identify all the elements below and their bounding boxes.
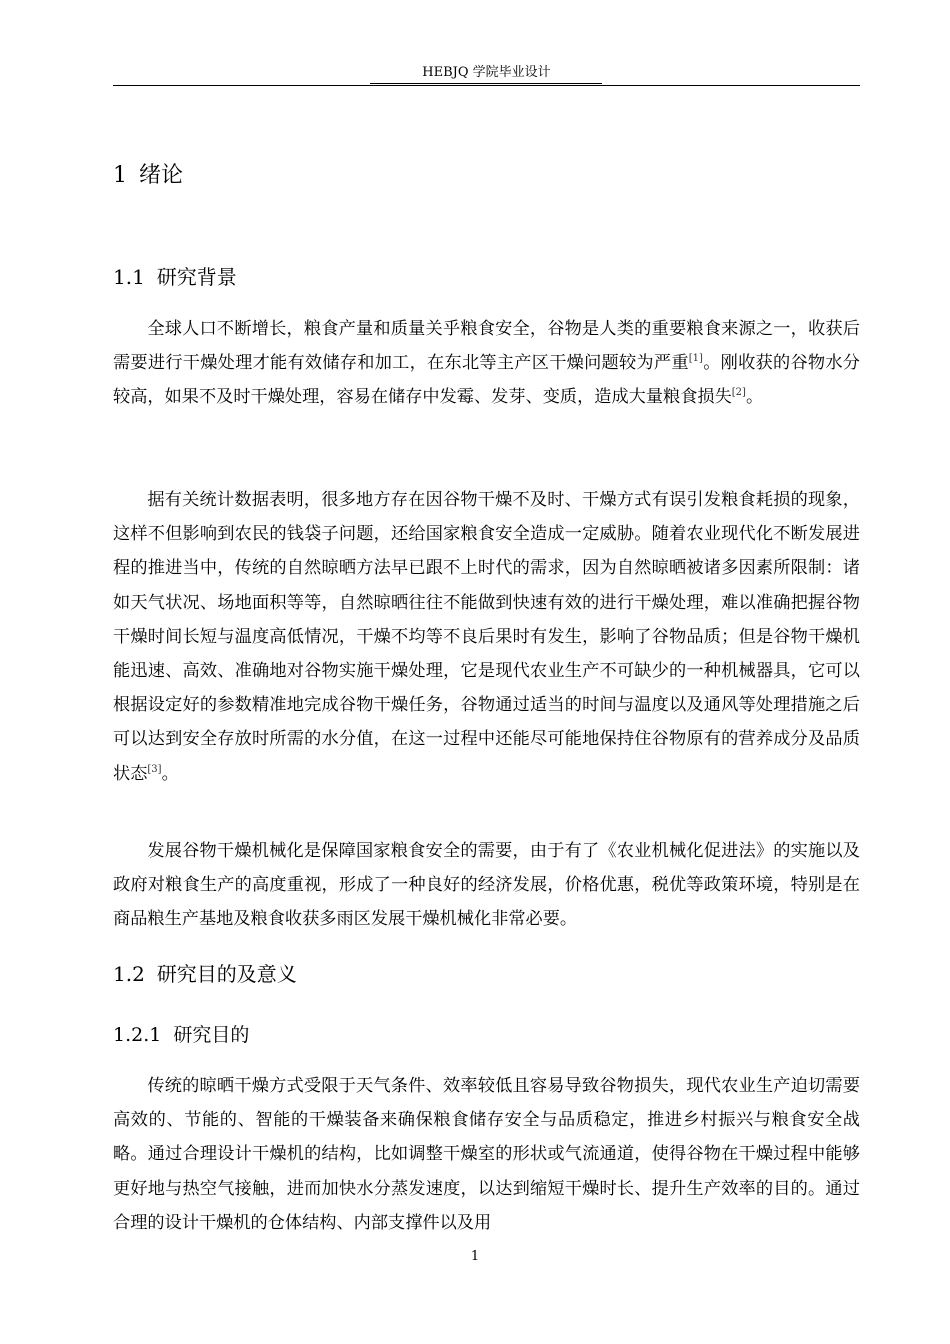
paragraph-text: 据有关统计数据表明，很多地方存在因谷物干燥不及时、干燥方式有误引发粮食耗损的现象，这样不但影响到农民的钱袋子问题，还给国家粮食安全造成一定威胁。随着农业现代化不断发展进程的推进当中，传统的自然晾晒方法早已跟不上时代的需求，因为自然晾晒被诸多因素所限制：诸如天气状况、场地面积等等，自然晾晒往往不能做到快速有效的进行干燥处理，难以准确把握谷物干燥时间长短与温度高低情况，干燥不均等不良后果时有发生，影响了谷物品质；但是谷物干燥机能迅速、高效、准确地对谷物实施干燥处理，它是现代农业生产不可缺少的一种机械器具，它可以根据设定好的参数精准地完成谷物干燥任务，谷物通过适当的时间与温度以及通风等处理措施之后可以达到安全存放时所需的水分值，在这一过程中还能尽可能地保持住谷物原有的营养成分及品质状态 <box>113 490 860 784</box>
paragraph-background-3 <box>113 834 860 937</box>
header-divider <box>113 85 860 86</box>
section-title: 研究目的及意义 <box>156 962 297 986</box>
section-title: 研究背景 <box>156 265 237 289</box>
chapter-heading <box>113 161 183 191</box>
citation-ref: [2] <box>731 387 746 399</box>
paragraph-text: 发展谷物干燥机械化是保障国家粮食安全的需要，由于有了《农业机械化促进法》的实施以及政府对粮食生产的高度重视，形成了一种良好的经济发展，价格优惠，税优等政策环境，特别是在商品粮生产基地及粮食收获多雨区发展干燥机械化非常必要。 <box>113 841 860 930</box>
section-heading-1-2 <box>113 960 297 988</box>
chapter-number: 1 <box>113 163 127 188</box>
paragraph-text: 。 <box>745 387 764 408</box>
paragraph-background-2 <box>113 483 860 791</box>
citation-ref: [1] <box>688 353 703 365</box>
subsection-heading-1-2-1 <box>113 1022 249 1048</box>
paragraph-background-1 <box>113 312 860 415</box>
header-divider-thin <box>370 83 602 84</box>
paragraph-text: 。 <box>161 763 179 784</box>
paragraph-text: 全球人口不断增长，粮食产量和质量关乎粮食安全，谷物是人类的重要粮食来源之一，收获后需要进行干燥处理才能有效储存和加工，在东北等主产区干燥问题较为严重 <box>113 319 860 374</box>
section-heading-1-1 <box>113 263 237 291</box>
section-number: 1.2 <box>113 962 145 986</box>
subsection-title: 研究目的 <box>173 1024 250 1046</box>
subsection-number: 1.2.1 <box>113 1024 162 1046</box>
chapter-title: 绪论 <box>139 163 184 188</box>
paragraph-purpose: 传统的晾晒干燥方式受限于天气条件、效率较低且容易导致谷物损失，现代农业生产迫切需要高效的、节能的、智能的干燥装备来确保粮食储存安全与品质稳定，推进乡村振兴与粮食安全战略。通过合理设计干燥机的结构，比如调整干燥室的形状或气流通道，使得谷物在干燥过程中能够更好地与热空气接触，进而加快水分蒸发速度，以达到缩短干燥时长、提升生产效率的目的。通过合理的设计干燥机的仓体结构、内部支撑件以及用 <box>113 1076 860 1233</box>
running-header: HEBJQ 学院毕业设计 <box>422 65 551 80</box>
citation-ref: [3] <box>147 763 162 775</box>
paragraph-text: 。刚收获的谷物水分较高，如果不及时干燥处理，容易在储存中发霉、发芽、变质，造成大量粮食损失 <box>113 353 860 408</box>
section-number: 1.1 <box>113 265 145 289</box>
page-number: 1 <box>470 1249 480 1264</box>
